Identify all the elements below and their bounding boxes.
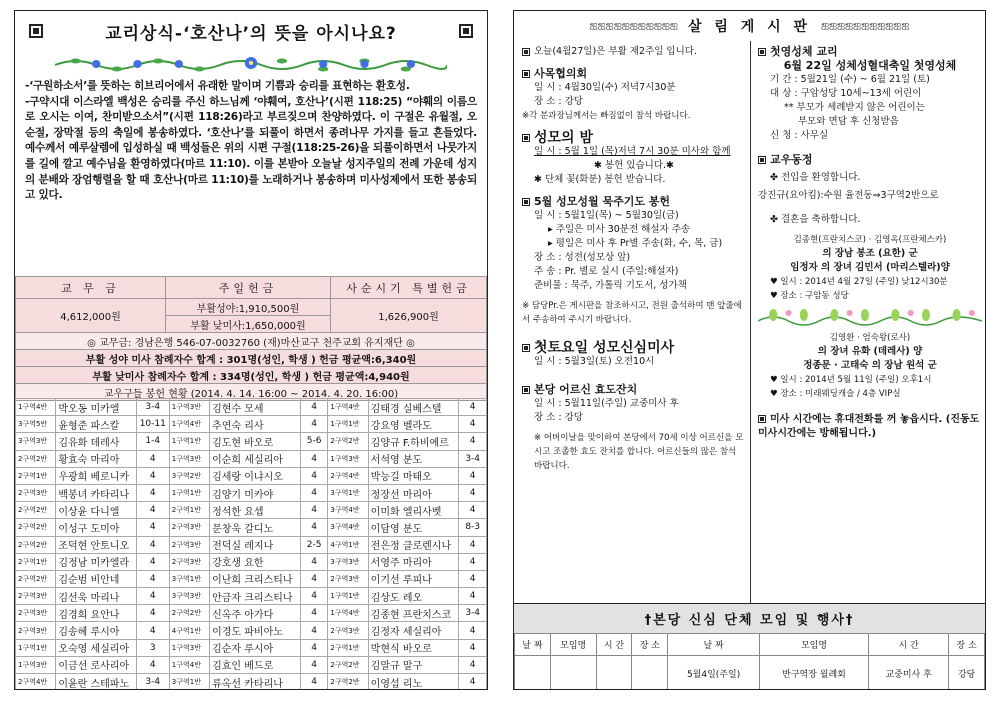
month-cell: 4 — [136, 588, 169, 605]
month-cell: 4 — [459, 622, 487, 639]
district-cell: 1구역4반 — [328, 605, 368, 622]
name-cell: 김순범 비안네 — [56, 570, 136, 587]
offering-table — [15, 276, 487, 401]
district-cell: 1구역1반 — [328, 588, 368, 605]
sunday-offering-day: 부활 낮미사:1,650,000원 — [166, 316, 331, 333]
district-cell: 2구역3반 — [16, 484, 56, 501]
district-cell: 1구역3반 — [169, 639, 209, 656]
info-line: 부모와 면담 후 신청받음 — [798, 116, 899, 127]
today-notice — [522, 45, 746, 59]
district-cell: 3구역5반 — [16, 416, 56, 433]
schedule-header-cell: 날 짜 — [668, 634, 760, 656]
catechism-body — [15, 75, 487, 204]
bulletin-board-panel — [513, 10, 986, 690]
table-row — [16, 605, 487, 622]
note: ※각 분과장님께서는 빠짐없이 참석 바랍니다. — [522, 111, 691, 121]
district-cell: 2구역1반 — [328, 639, 368, 656]
today-text: 오늘(4월27일)은 부활 제2주일 입니다. — [534, 46, 697, 57]
info-line: 의 장남 봉조 (요한) 군 — [822, 248, 918, 259]
square-bullet-icon — [522, 344, 530, 352]
name-cell: 김효인 베드로 — [210, 656, 301, 673]
district-cell: 1구역4반 — [328, 399, 368, 416]
name-cell: 정장선 마리아 — [368, 484, 459, 501]
name-cell: 김선욱 마리나 — [56, 588, 136, 605]
name-cell: 이순희 세실리아 — [210, 450, 301, 467]
month-cell: 4 — [300, 674, 328, 691]
info-line: 김종현(프란치스코) · 김영옥(프란체스카) — [793, 235, 947, 245]
name-cell: 황효숙 마리아 — [56, 450, 136, 467]
info-line: 강진규(요아킴):수원 율전동⇒3구역2반으로 — [758, 190, 939, 201]
district-cell: 1구역4반 — [169, 416, 209, 433]
name-cell: 윤형준 파스칼 — [56, 416, 136, 433]
info-line: 의 장녀 유화 (데레사) 양 — [817, 346, 923, 357]
month-cell: 4 — [300, 502, 328, 519]
info-line: ✱ 단체 꽃(화분) 봉헌 받습니다. — [534, 174, 666, 185]
district-cell: 1구역1반 — [169, 433, 209, 450]
month-cell: 4 — [300, 605, 328, 622]
schedule-cell: 반구역장 월례회 — [759, 656, 868, 691]
district-cell: 2구역3반 — [169, 536, 209, 553]
district-cell: 2구역2반 — [328, 656, 368, 673]
district-cell: 2구역1반 — [16, 467, 56, 484]
month-cell: 3 — [136, 639, 169, 656]
name-cell: 김송혜 루시아 — [56, 622, 136, 639]
name-cell: 강호생 요한 — [210, 553, 301, 570]
info-line: 장 소 : 강당 — [534, 412, 583, 423]
info-line: ✱ 봉헌 있습니다.✱ — [593, 160, 675, 171]
month-cell: 3-4 — [459, 450, 487, 467]
square-bullet-icon — [758, 48, 766, 56]
info-line: 일 시 : 5월3일(토) 오전10시 — [534, 356, 655, 367]
month-cell: 4 — [459, 536, 487, 553]
square-bullet-icon — [459, 24, 473, 38]
district-cell: 1구역3반 — [328, 450, 368, 467]
info-line: ▸ 평일은 미사 후 Pr별 주송(화, 수, 목, 금) — [548, 238, 723, 249]
name-cell: 전덕실 레지나 — [210, 536, 301, 553]
schedule-cell — [596, 656, 632, 691]
month-cell: 4 — [459, 570, 487, 587]
section-heading — [522, 195, 746, 209]
flower-vine-decoration — [758, 307, 982, 327]
schedule-header-cell: 장 소 — [632, 634, 668, 656]
flower-vine-decoration — [55, 53, 447, 73]
table-row — [16, 467, 487, 484]
month-cell: 2-5 — [300, 536, 328, 553]
schedule-header-cell: 모임명 — [759, 634, 868, 656]
district-cell: 2구역3반 — [16, 622, 56, 639]
name-cell: 안금자 크리스티나 — [210, 588, 301, 605]
district-cell: 2구역3반 — [169, 519, 209, 536]
name-cell: 서석영 분도 — [368, 450, 459, 467]
month-cell: 4 — [459, 484, 487, 501]
name-cell: 추연숙 리사 — [210, 416, 301, 433]
offering-header: 주일헌금 — [166, 277, 331, 299]
bulletin-right-column — [758, 45, 982, 441]
schedule-header-cell: 날 짜 — [515, 634, 551, 656]
month-cell: 4 — [300, 450, 328, 467]
bulletin-title: 살 림 게 시 판 — [687, 19, 812, 35]
table-row — [16, 570, 487, 587]
district-cell: 3구역3반 — [328, 553, 368, 570]
info-line: 일 시 : 5월 1일 (목)저녁 7시 30분 미사와 함께 — [534, 146, 731, 157]
info-line: ♥ 일시 : 2014년 5월 11일 (주일) 오후1시 — [770, 375, 932, 385]
name-cell: 김양규 F.하비에르 — [368, 433, 459, 450]
name-cell: 이성구 도미아 — [56, 519, 136, 536]
district-cell: 2구역3반 — [16, 605, 56, 622]
table-row — [16, 622, 487, 639]
month-cell: 10-11 — [136, 416, 169, 433]
name-cell: 박오동 미카엘 — [56, 399, 136, 416]
table-row — [16, 588, 487, 605]
district-cell: 3구역4반 — [328, 502, 368, 519]
gyomugeum-value: 4,612,000원 — [16, 299, 166, 333]
district-cell: 2구역3반 — [16, 588, 56, 605]
bulletin-header — [514, 11, 985, 41]
info-line: ♥ 일시 : 2014년 4월 27일 (주일) 낮12시30분 — [770, 277, 948, 287]
table-row — [16, 502, 487, 519]
district-cell: 2구역3반 — [169, 553, 209, 570]
catechism-paragraph: -‘구원하소서’를 뜻하는 히브리어에서 유래한 말이며 기쁨과 승리를 표현하는 환호성. — [25, 80, 410, 92]
info-line: 일 시 : 5월1일(목) ~ 5월30일(금) — [534, 210, 679, 221]
month-cell: 4 — [300, 570, 328, 587]
square-bullet-icon — [29, 24, 43, 38]
month-cell: 4 — [300, 484, 328, 501]
district-cell: 1구역1반 — [169, 484, 209, 501]
square-bullet-icon — [522, 134, 530, 142]
vigil-attendance: 부활 성야 미사 참례자수 합계 : 301명(성인, 학생 ) 헌금 평균액:6,340원 — [16, 350, 487, 367]
team-offering-title: 교우구들 봉헌 현황 (2014. 4. 14. 16:00 ~ 2014. 4. 20. 16:00) — [16, 384, 487, 401]
district-cell: 3구역4반 — [328, 519, 368, 536]
month-cell: 4 — [459, 639, 487, 656]
info-line: 장 소 : 성전(성모상 앞) — [534, 252, 631, 263]
info-line: 김영환 · 엄숙왕(로사) — [829, 333, 911, 343]
table-row — [16, 639, 487, 656]
month-cell: 4 — [136, 605, 169, 622]
table-row — [16, 450, 487, 467]
table-row — [16, 484, 487, 501]
section-heading — [522, 131, 746, 145]
district-cell: 3구역1반 — [169, 570, 209, 587]
month-cell: 4 — [300, 399, 328, 416]
schedule-header-cell: 시 간 — [869, 634, 949, 656]
table-row — [16, 536, 487, 553]
section-heading — [758, 153, 982, 167]
section-heading — [522, 67, 746, 81]
info-line: 신 청 : 사무실 — [770, 130, 829, 141]
section-heading — [522, 341, 746, 355]
section-heading — [758, 45, 982, 59]
district-cell: 4구역1반 — [169, 622, 209, 639]
parish-news-title: 교우동정 — [770, 153, 813, 166]
month-cell: 4 — [459, 433, 487, 450]
district-cell: 1구역4반 — [169, 656, 209, 673]
name-cell: 박능길 마태오 — [368, 467, 459, 484]
name-cell: 김종현 프란치스코 — [368, 605, 459, 622]
district-cell: 2구역2반 — [328, 674, 368, 691]
district-cell: 4구역1반 — [328, 536, 368, 553]
name-cell: 전은정 클로렌시나 — [368, 536, 459, 553]
name-cell: 김정자 세실리아 — [368, 622, 459, 639]
square-bullet-icon — [758, 415, 766, 423]
info-line: 장 소 : 강당 — [534, 96, 583, 107]
name-cell: 서영주 마리아 — [368, 553, 459, 570]
month-cell: 8-3 — [459, 519, 487, 536]
district-cell: 1구역1반 — [328, 416, 368, 433]
info-line: 6월 22일 성체성혈대축일 첫영성체 — [783, 59, 957, 72]
name-cell: 강요영 벨라도 — [368, 416, 459, 433]
month-cell: 4 — [300, 553, 328, 570]
month-cell: 4 — [300, 416, 328, 433]
district-cell: 2구역2반 — [169, 605, 209, 622]
month-cell: 1-4 — [136, 433, 169, 450]
schedule-cell — [550, 656, 596, 691]
month-cell: 4 — [300, 656, 328, 673]
month-cell: 4 — [136, 553, 169, 570]
schedule-header-cell: 장 소 — [949, 634, 985, 656]
month-cell: 4 — [300, 588, 328, 605]
name-cell: 류옥선 카타리나 — [210, 674, 301, 691]
schedule-header-cell: 모임명 — [550, 634, 596, 656]
catechism-paragraph: -구약시대 이스라엘 백성은 승리를 주신 하느님께 ‘야훼여, 호산나’(시편 118:25) “야훼의 이름으로 오시는 이여, 찬미받으소서”(시편 118:26)라고 부르짖으며 찬양하였다. 이 구절은 유월절, 오순절, 장막절 등의 축일에 봉송하였다. ‘호산나’를 되풀이 하면서 종려나무 가지를 들고 흔들었다. 예수께서 예루살렘에 입성하실 때 백성들은 위의 시편 구절(118:25-26)을 되풀이하면서 나뭇가지를 길에 깔고 예수님을 환영하였다(마르 11:10). 이를 본받아 오늘날 성지주일의 전례 가운데 성지의 분배와 장엄행렬을 할 때 호산나(마르 11:10)를 노래하거나 봉송하며 미사성제에서 또한 봉송되고 있다. — [25, 95, 477, 202]
table-row — [16, 416, 487, 433]
month-cell: 3-4 — [136, 674, 169, 691]
district-cell: 3구역3반 — [169, 588, 209, 605]
district-cell: 1구역4반 — [16, 399, 56, 416]
schedule-title: †본당 신심 단체 모임 및 행사† — [514, 603, 985, 633]
schedule-cell: 5월4일(주일) — [668, 656, 760, 691]
district-cell: 3구역1반 — [169, 674, 209, 691]
district-cell: 1구역1반 — [16, 639, 56, 656]
catechism-panel — [14, 10, 488, 690]
district-cell: 1구역3반 — [169, 450, 209, 467]
phone-notice — [758, 413, 982, 441]
month-cell: 4 — [136, 519, 169, 536]
month-cell: 4 — [300, 467, 328, 484]
month-cell: 4 — [459, 588, 487, 605]
month-cell: 4 — [459, 416, 487, 433]
offering-header: 사순시기 특별헌금 — [331, 277, 487, 299]
info-line: ▸ 주일은 미사 30분전 해설자 주송 — [548, 224, 691, 235]
name-cell: 이경도 파비아노 — [210, 622, 301, 639]
info-line: 일 시 : 4월30일(수) 저녁7시30분 — [534, 82, 676, 93]
name-cell: 이영섭 리노 — [368, 674, 459, 691]
name-cell: 이금선 로사리아 — [56, 656, 136, 673]
info-line: ♥ 장소 : 미래웨딩캐슬 / 4층 VIP실 — [770, 389, 901, 399]
note: ※ 어버이날을 맞이하여 본당에서 70세 이상 어르신을 모시고 조촐한 효도 잔치를 합니다. 어르신들의 많은 참석 바랍니다. — [534, 433, 744, 471]
offering-header: 교 무 금 — [16, 277, 166, 299]
schedule-cell — [515, 656, 551, 691]
district-cell: 3구역3반 — [16, 433, 56, 450]
square-bullet-icon — [758, 156, 766, 164]
first-communion-title: 첫영성체 교리 — [770, 45, 838, 58]
phone-notice-text: 미사 시간에는 휴대전화를 꺼 놓읍시다. (진동도 미사시간에는 방해됩니다.) — [758, 414, 980, 439]
district-cell: 3구역2반 — [169, 467, 209, 484]
info-line: 준비물 : 묵주, 가톨릭 기도서, 성가책 — [534, 280, 687, 291]
schedule-section — [514, 603, 985, 690]
schedule-cell — [632, 656, 668, 691]
month-cell: 4 — [136, 467, 169, 484]
info-line: 임정자 의 장녀 김민서 (마리스텔라)양 — [790, 262, 950, 273]
month-cell: 4 — [136, 502, 169, 519]
district-cell: 2구역2반 — [16, 450, 56, 467]
info-line: 정종문 · 고태숙 의 장남 원석 군 — [803, 360, 937, 371]
name-cell: 김정남 미카엘라 — [56, 553, 136, 570]
month-cell: 4 — [136, 484, 169, 501]
name-cell: 김상도 레오 — [368, 588, 459, 605]
name-cell: 이난희 크리스티나 — [210, 570, 301, 587]
district-cell: 2구역4반 — [16, 674, 56, 691]
name-cell: 김말규 말구 — [368, 656, 459, 673]
month-cell: 4 — [136, 622, 169, 639]
square-bullet-icon — [522, 198, 530, 206]
name-cell: 박현식 바오로 — [368, 639, 459, 656]
district-cell: 1구역3반 — [169, 399, 209, 416]
name-cell: 우광희 베로니카 — [56, 467, 136, 484]
table-row — [16, 399, 487, 416]
month-cell: 4 — [459, 553, 487, 570]
name-cell: 김현수 모세 — [210, 399, 301, 416]
marian-night-title: 성모의 밤 — [534, 130, 593, 146]
name-cell: 이담영 분도 — [368, 519, 459, 536]
info-line: 일 시 : 5월11일(주일) 교중미사 후 — [534, 398, 679, 409]
schedule-row — [515, 656, 985, 691]
section-heading — [522, 383, 746, 397]
schedule-cell: 강당 — [949, 656, 985, 691]
square-bullet-icon — [522, 386, 530, 394]
name-cell: 이상윤 다니엘 — [56, 502, 136, 519]
district-cell: 2구역2반 — [16, 570, 56, 587]
month-cell: 4 — [300, 519, 328, 536]
bulletin-left-column — [522, 45, 746, 473]
note: ※ 담당Pr.은 게시판을 참조하시고, 전원 출석하여 맨 앞줄에서 주송하여 주시기 바랍니다. — [522, 301, 742, 325]
district-cell: 2구역1반 — [16, 553, 56, 570]
district-cell: 2구역1반 — [169, 502, 209, 519]
name-cell: 백봉녀 카타리나 — [56, 484, 136, 501]
info-line: ✤ 전입을 환영합니다. — [770, 172, 861, 183]
month-cell: 4 — [136, 450, 169, 467]
name-cell: 정석한 요셉 — [210, 502, 301, 519]
name-cell: 이윤란 스테파노 — [56, 674, 136, 691]
district-cell: 2구역3반 — [328, 622, 368, 639]
name-cell: 김세랑 이냐시오 — [210, 467, 301, 484]
ornament-decoration: ஐஐஐஐஐஐஐஐஐஐஐ — [821, 20, 910, 31]
name-cell: 김순자 루시아 — [210, 639, 301, 656]
parishioner-offering-table — [15, 398, 487, 690]
month-cell: 4 — [136, 570, 169, 587]
info-line: ✤ 결혼을 축하합니다. — [770, 214, 861, 225]
ornament-decoration: ஐஐஐஐஐஐஐஐஐஐஐ — [589, 20, 678, 31]
name-cell: 오숙영 세실리아 — [56, 639, 136, 656]
month-cell: 4 — [459, 399, 487, 416]
table-row — [16, 519, 487, 536]
name-cell: 조덕현 안토니오 — [56, 536, 136, 553]
district-cell: 2구역2반 — [16, 536, 56, 553]
name-cell: 김태경 실베스텔 — [368, 399, 459, 416]
bank-account: ◎ 교무금: 경남은행 546-07-0032760 (재)마산교구 천주교회 유지재단 ◎ — [16, 333, 487, 350]
info-line: ** 부모가 세례받지 않은 어린이는 — [784, 102, 925, 113]
month-cell: 3-4 — [459, 605, 487, 622]
info-line: 대 상 : 구암성당 10세~13세 어린이 — [770, 88, 922, 99]
square-bullet-icon — [522, 70, 530, 78]
info-line: 기 간 : 5월21일 (수) ~ 6월 21일 (토) — [770, 74, 930, 85]
schedule-header-row — [515, 634, 985, 656]
month-cell: 4 — [300, 622, 328, 639]
month-cell: 4 — [136, 656, 169, 673]
district-cell: 3구역1반 — [328, 484, 368, 501]
month-cell: 4 — [459, 502, 487, 519]
name-cell: 이기선 루피나 — [368, 570, 459, 587]
district-cell: 2구역4반 — [328, 467, 368, 484]
column-divider — [750, 41, 751, 603]
special-offering-value: 1,626,900원 — [331, 299, 487, 333]
district-cell: 2구역3반 — [328, 570, 368, 587]
month-cell: 4 — [459, 674, 487, 691]
name-cell: 김경희 요안나 — [56, 605, 136, 622]
schedule-header-cell: 시 간 — [596, 634, 632, 656]
table-row — [16, 433, 487, 450]
pastoral-council-title: 사목협의회 — [534, 67, 588, 80]
month-cell: 4 — [459, 656, 487, 673]
rosary-month-title: 5월 성모성월 묵주기도 봉헌 — [534, 195, 671, 208]
district-cell: 2구역2반 — [328, 433, 368, 450]
month-cell: 4 — [459, 467, 487, 484]
catechism-title-bar — [15, 11, 487, 51]
table-row — [16, 553, 487, 570]
sunday-offering-vigil: 부활성야:1,910,500원 — [166, 299, 331, 316]
day-attendance: 부활 낮미사 참례자수 합계 : 334명(성인, 학생 ) 헌금 평균액:4,940원 — [16, 367, 487, 384]
schedule-table — [514, 633, 985, 690]
schedule-cell: 교중미사 후 — [869, 656, 949, 691]
name-cell: 김유화 데레사 — [56, 433, 136, 450]
name-cell: 이미화 엘리사벳 — [368, 502, 459, 519]
district-cell: 2구역2반 — [16, 519, 56, 536]
table-row — [16, 656, 487, 673]
month-cell: 4 — [136, 536, 169, 553]
name-cell: 신옥주 아가다 — [210, 605, 301, 622]
info-line: 주 송 : Pr. 별로 실시 (주일:해설자) — [534, 266, 679, 277]
first-saturday-title: 첫토요일 성모신심미사 — [534, 340, 675, 356]
name-cell: 문창욱 갈디노 — [210, 519, 301, 536]
district-cell: 1구역3반 — [16, 656, 56, 673]
name-cell: 김양기 미카야 — [210, 484, 301, 501]
month-cell: 3-4 — [136, 399, 169, 416]
catechism-title: 교리상식-‘호산나’의 뜻을 아시나요? — [105, 23, 397, 44]
month-cell: 5-6 — [300, 433, 328, 450]
info-line: ♥ 장소 : 구암동 성당 — [770, 291, 849, 301]
table-row — [16, 674, 487, 691]
district-cell: 2구역2반 — [16, 502, 56, 519]
name-cell: 김도현 바오로 — [210, 433, 301, 450]
month-cell: 4 — [300, 639, 328, 656]
square-bullet-icon — [522, 48, 530, 56]
elders-feast-title: 본당 어르신 효도잔치 — [534, 383, 638, 396]
